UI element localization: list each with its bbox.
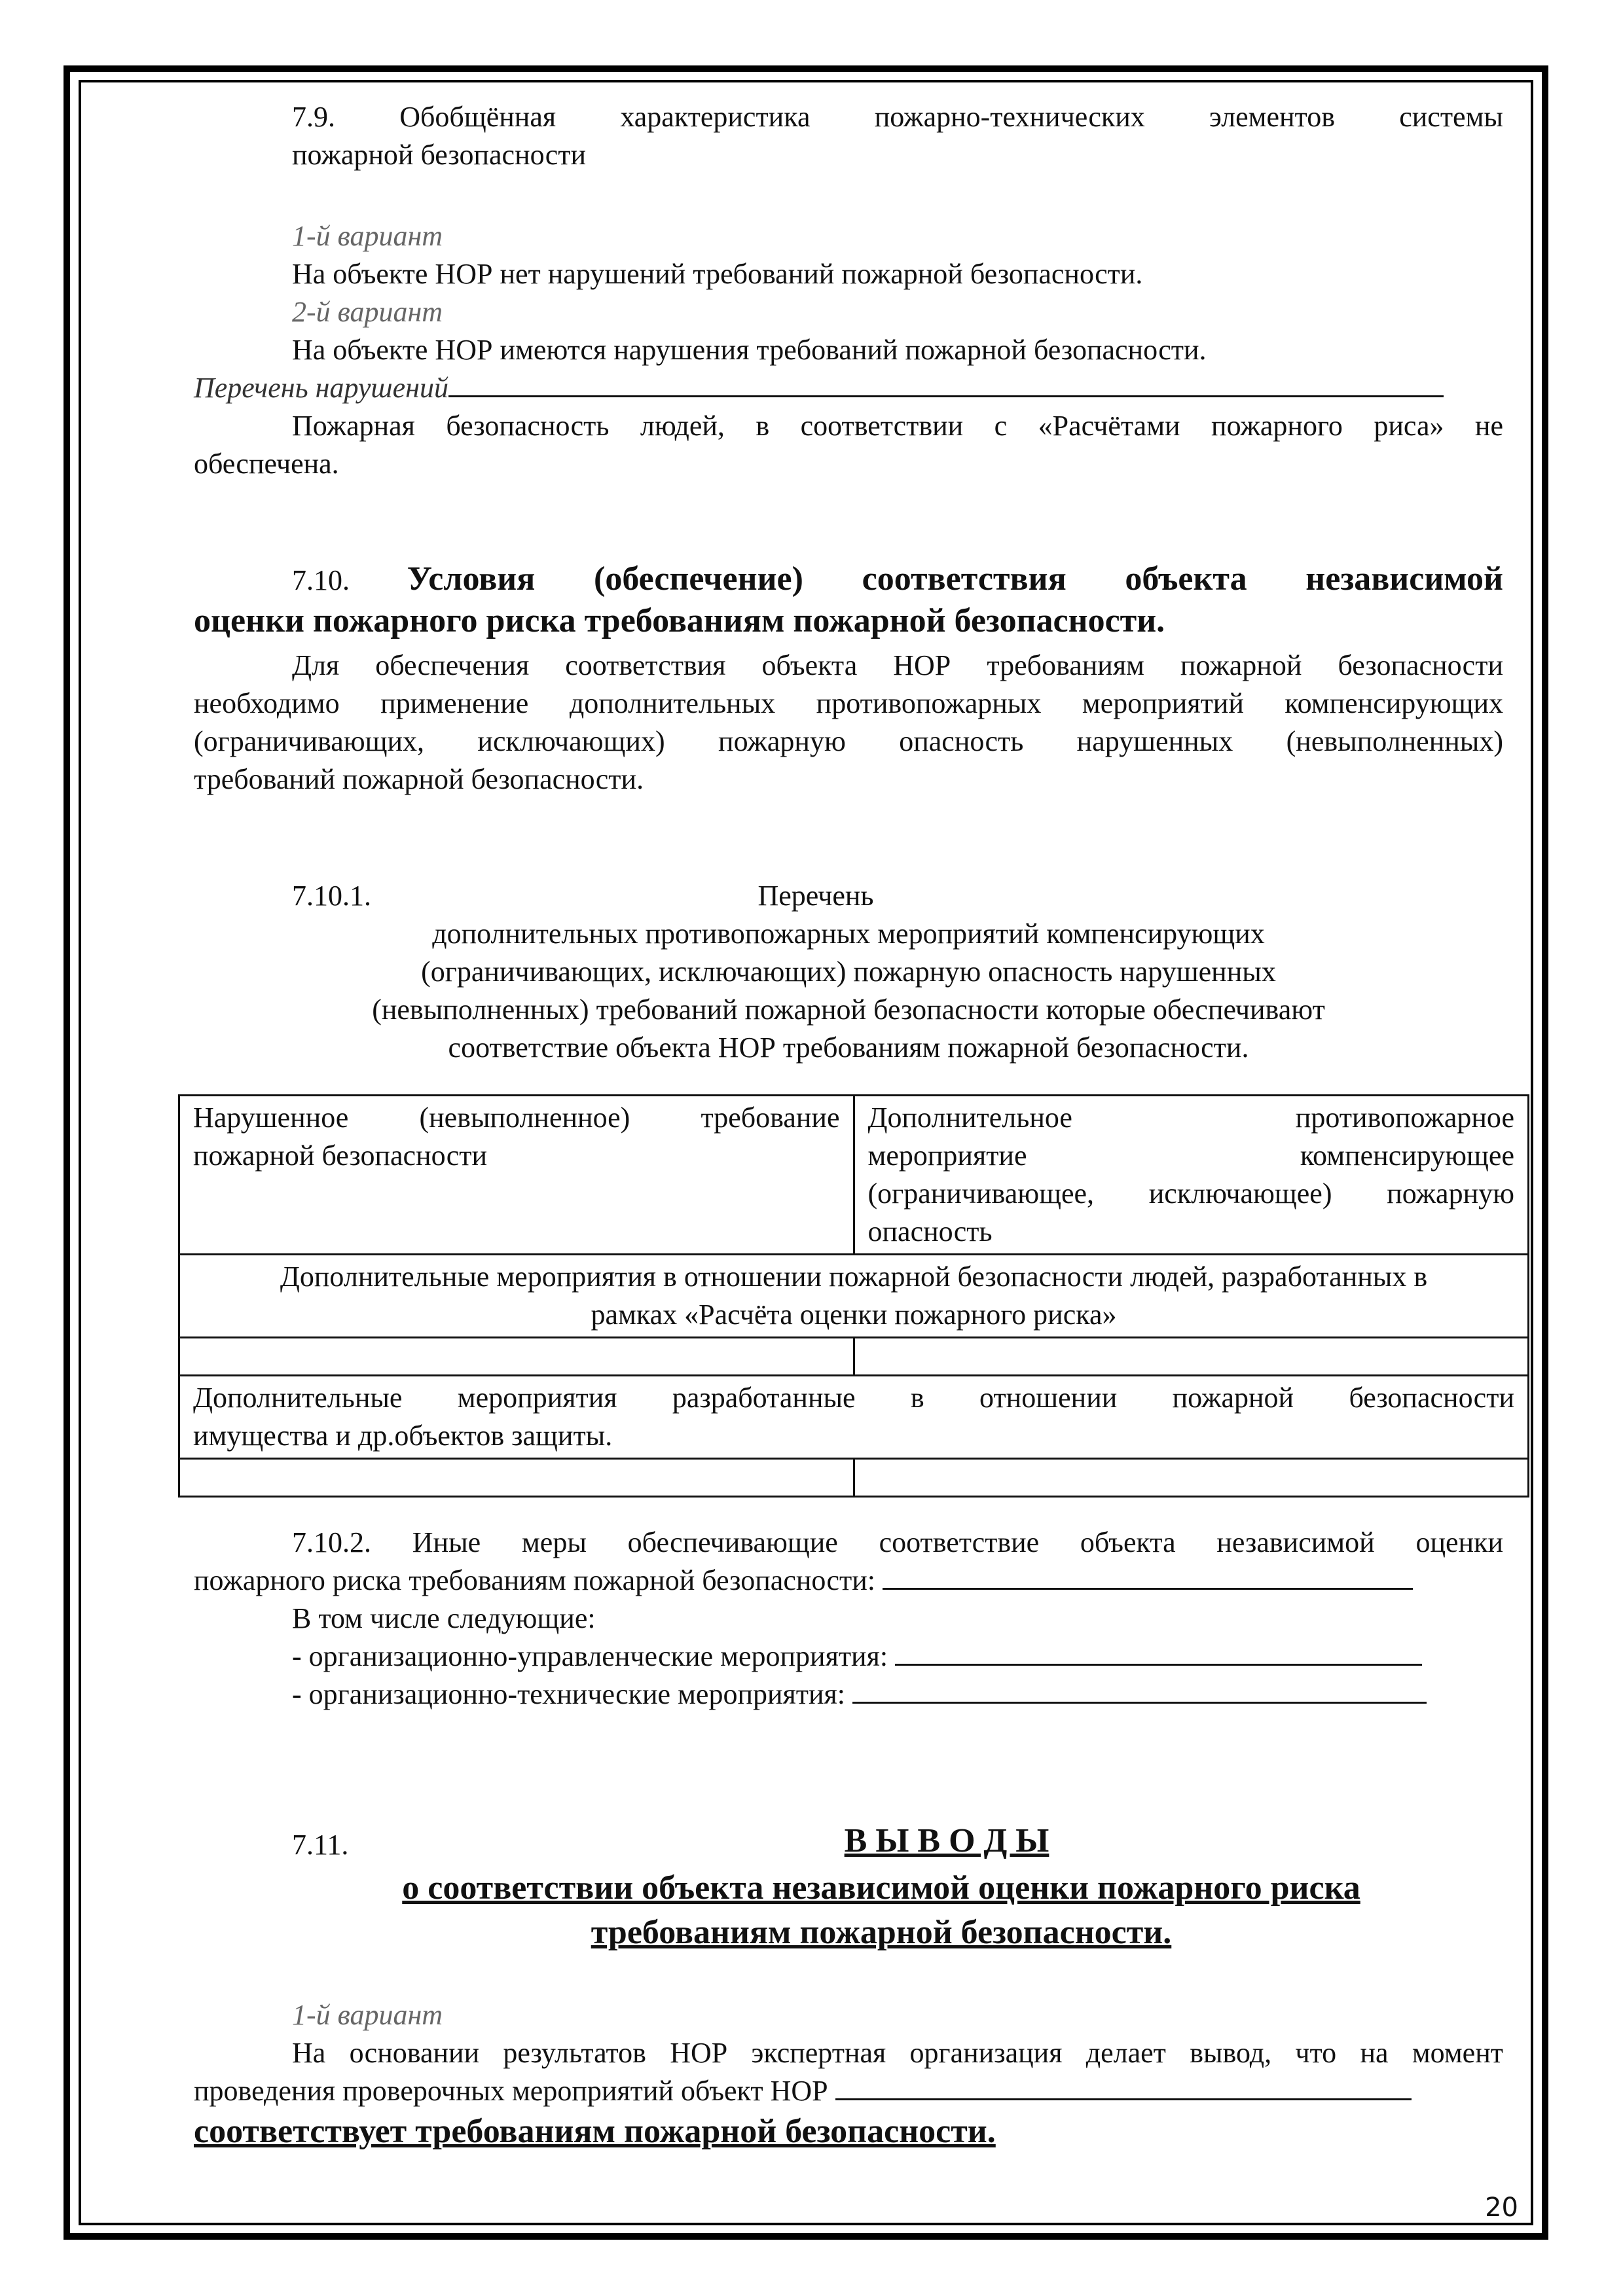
variant-1-label: 1-й вариант (292, 220, 443, 252)
s711-variant-1-label: 1-й вариант (292, 1999, 443, 2031)
header-additional-measure: Дополнительное противопожарное мероприятие компенсирующее (ограничивающее, исключающее) пожарную опасность (854, 1096, 1529, 1255)
s7102-line3: В том числе следующие: (292, 1602, 596, 1634)
risk-text-line2: обеспечена. (194, 448, 339, 480)
violations-label: Перечень нарушений (194, 372, 448, 404)
s710-para-line2: необходимо применение дополнительных противопожарных мероприятий компенсирующих (194, 687, 1503, 719)
org-technical-blank-field[interactable] (852, 1702, 1427, 1704)
table-section-property: Дополнительные мероприятия разработанные в отношении пожарной безопасности имущества и др.объектов защиты. (179, 1376, 1529, 1459)
header-violated-requirement: Нарушенное (невыполненное) требование пожарной безопасности (179, 1096, 854, 1255)
s711-line1: На основании результатов НОР экспертная организация делает вывод, что на момент (292, 2037, 1503, 2069)
s711-title: В Ы В О Д Ы (844, 1822, 1049, 1859)
s7101-line5: соответствие объекта НОР требованиям пожарной безопасности. (448, 1031, 1249, 1064)
s711-conclusion: соответствует требованиям пожарной безопасности. (194, 2113, 996, 2150)
table-section-property-row (179, 1376, 1529, 1459)
other-measures-blank-field[interactable] (883, 1588, 1413, 1590)
s7102-line4: - организационно-управленческие мероприятия: (292, 1638, 1503, 1676)
section-7-9-title-cont: пожарной безопасности (292, 139, 587, 171)
section-7-10-title-cont: оценки пожарного риска требованиям пожарной безопасности. (194, 602, 1165, 639)
s711-num: 7.11. (292, 1829, 349, 1861)
section-7-10-title: 7.10. Условия (обеспечение) соответствия объекта независимой (292, 560, 1504, 598)
table-cell-empty[interactable] (179, 1459, 854, 1497)
table-row (179, 1338, 1529, 1376)
s7101-line3: (ограничивающих, исключающих) пожарную опасность нарушенных (421, 956, 1276, 988)
variant-2-label: 2-й вариант (292, 296, 443, 328)
table-cell-empty[interactable] (854, 1338, 1529, 1376)
s710-para-line4: требований пожарной безопасности. (194, 763, 644, 795)
variant-1-text: На объекте НОР нет нарушений требований пожарной безопасности. (292, 258, 1143, 290)
violations-blank-field[interactable] (448, 395, 1444, 397)
page-number: 20 (1485, 2193, 1518, 2223)
s711-sub1: о соответствии объекта независимой оценки пожарного риска (402, 1869, 1360, 1907)
section-7-9-title: 7.9. Обобщённая характеристика пожарно-технических элементов системы (292, 101, 1503, 133)
measures-table (178, 1094, 1529, 1498)
s7101-line4: (невыполненных) требований пожарной безопасности которые обеспечивают (372, 994, 1325, 1026)
s710-para-line3: (ограничивающих, исключающих) пожарную опасность нарушенных (невыполненных) (194, 725, 1503, 757)
table-section-people: Дополнительные мероприятия в отношении пожарной безопасности людей, разработанных в рамках «Расчёта оценки пожарного риска» (179, 1255, 1529, 1338)
s7101-line2: дополнительных противопожарных мероприятий компенсирующих (432, 918, 1265, 950)
s7101-num: 7.10.1. (292, 880, 371, 912)
risk-text-line1: Пожарная безопасность людей, в соответствии с «Расчётами пожарного риса» не (292, 410, 1503, 442)
table-cell-empty[interactable] (854, 1459, 1529, 1497)
s7102-line5: - организационно-технические мероприятия: (292, 1676, 1503, 1713)
table-header-row (179, 1096, 1529, 1255)
variant-2-text: На объекте НОР имеются нарушения требований пожарной безопасности. (292, 334, 1207, 366)
table-row (179, 1459, 1529, 1497)
s711-sub2: требованиям пожарной безопасности. (591, 1914, 1172, 1951)
s710-para-line1: Для обеспечения соответствия объекта НОР требованиям пожарной безопасности (292, 649, 1503, 681)
org-management-blank-field[interactable] (895, 1664, 1422, 1666)
s711-line2: проведения проверочных мероприятий объект НОР (194, 2072, 1503, 2110)
table-cell-empty[interactable] (179, 1338, 854, 1376)
table-section-people-row (179, 1255, 1529, 1338)
violations-line (194, 369, 1503, 407)
object-name-blank-field[interactable] (835, 2098, 1412, 2100)
s7101-title: Перечень (757, 880, 874, 912)
s7102-line2: пожарного риска требованиям пожарной безопасности: (194, 1562, 1503, 1600)
s7102-line1: 7.10.2. Иные меры обеспечивающие соответствие объекта независимой оценки (292, 1526, 1503, 1558)
